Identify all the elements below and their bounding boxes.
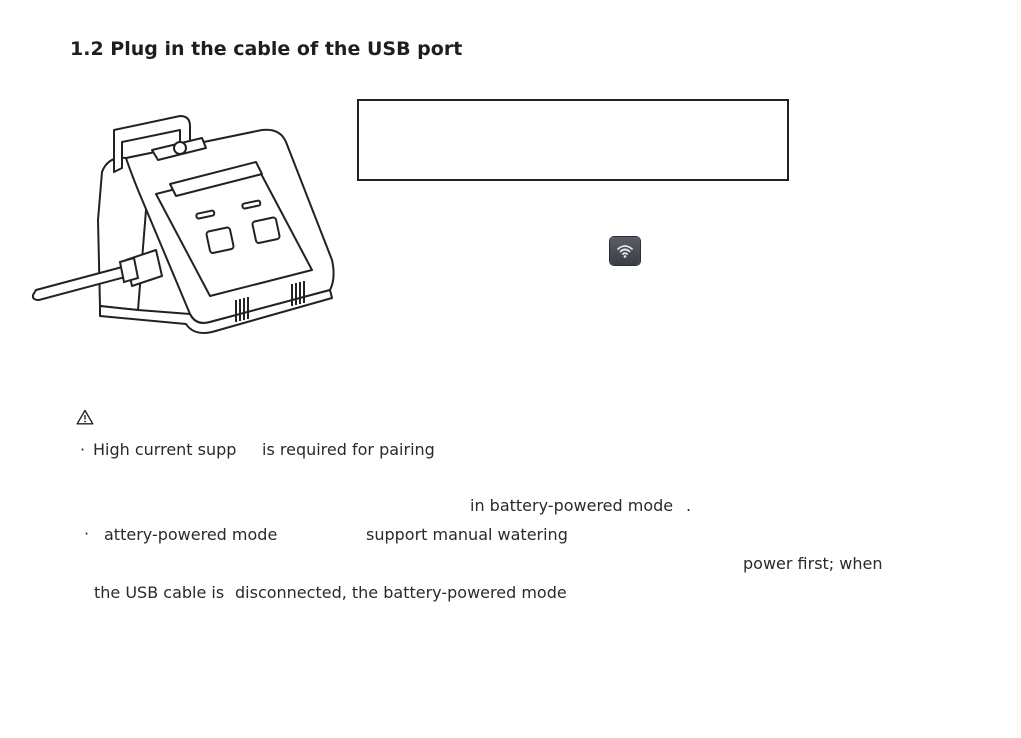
note-line-1b: is required for pairing [262, 440, 435, 459]
note-line-2: in battery-powered mode [470, 496, 674, 515]
note-bullet-1: · [80, 440, 86, 459]
note-line-3a: attery-powered mode [104, 525, 278, 544]
section-title: 1.2 Plug in the cable of the USB port [70, 38, 463, 60]
warning-triangle-icon [76, 409, 94, 425]
note-line-5b: disconnected, the battery-powered mode [235, 583, 567, 602]
callout-box [357, 99, 789, 181]
wifi-icon [615, 241, 635, 261]
note-line-4: power first; when [743, 554, 883, 573]
controller-device-illustration [30, 110, 340, 336]
note-line-2-end: . [686, 496, 692, 515]
note-line-3b: support manual watering [366, 525, 568, 544]
note-bullet-2: · [84, 524, 90, 543]
note-line-1a: High current supp [93, 440, 237, 459]
note-line-5a: the USB cable is [94, 583, 225, 602]
wifi-button[interactable] [610, 237, 640, 265]
